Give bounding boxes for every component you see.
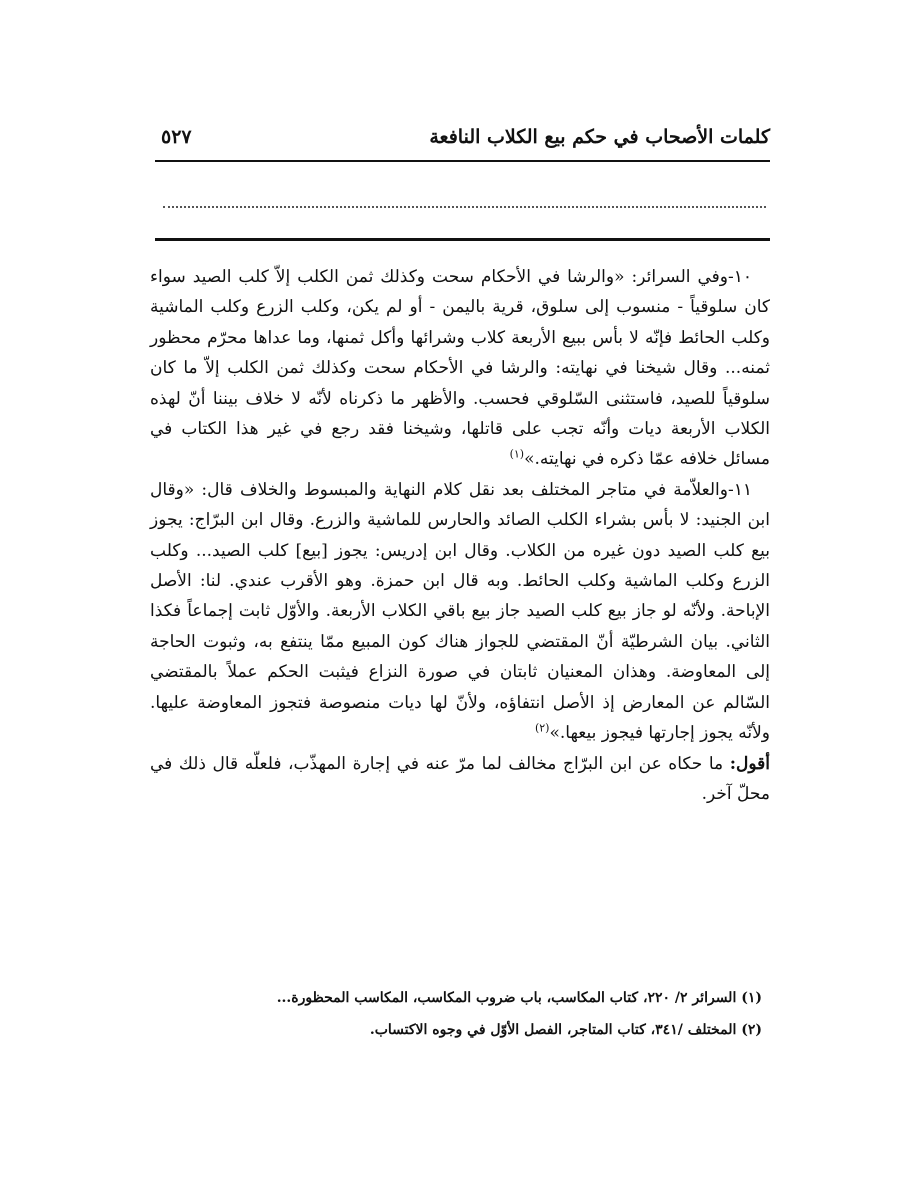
page-header <box>155 126 770 162</box>
paragraph-text: ١٠-وفي السرائر: «والرشا في الأحكام سحت وكذلك ثمن الكلب إلاّ كلب الصيد سواء كان سلوقياً - منسوب إلى سلوق، قرية باليمن - أو لم يكن، وكلب الزرع وكلب الماشية وكلب الحائط فإنّه لا بأس ببيع الأربعة كلاب وشرائها وأكل ثمنها، وما عداها محرّم محظور ثمنه... وقال شيخنا في نهايته: والرشا في الأحكام سحت وكذلك ثمن الكلب إلاّ ما كان سلوقياً للصيد، فاستثنى السّلوقي فحسب. والأظهر ما ذكرناه لأنّه لا خلاف بيننا أنّ لهذه الكلاب الأربعة ديات وأنّه تجب على قاتلها، وشيخنا فقد رجع في غير هذا الكتاب في مسائل خلافه عمّا ذكره في نهايته.» <box>150 267 770 470</box>
paragraph-11 <box>150 475 770 749</box>
paragraph-text: ١١-والعلاّمة في متاجر المختلف بعد نقل كلام النهاية والمبسوط والخلاف قال: «وقال ابن الجنيد: لا بأس بشراء الكلب الصائد والحارس للماشية والزرع. وقال ابن البرّاج: يجوز بيع كلب الصيد دون غيره من الكلاب. وقال ابن إدريس: يجوز [بيع] كلب الصيد... وكلب الزرع وكلب الماشية وكلب الحائط. وبه قال ابن حمزة. وهو الأقرب عندي. لنا: الأصل الإباحة. ولأنّه لو جاز بيع كلب الصيد جاز بيع باقي الكلاب الأربعة. والأوّل ثابت إجماعاً فكذا الثاني. بيان الشرطيّة أنّ المقتضي للجواز هناك كون المبيع ممّا ينتفع به، وثبوت الحاجة إلى المعاوضة. وهذان المعنيان ثابتان في صورة النزاع فيثبت الحكم عملاً بالمقتضي السّالم عن المعارض إذ الأصل انتفاؤه، ولأنّ لها ديات منصوصة فتجوز المعاوضة عليها. ولأنّه يجوز إجارتها فيجوز بيعها.» <box>150 479 770 744</box>
body-top-rule <box>155 238 770 241</box>
paragraph-text: ما حكاه عن ابن البرّاج مخالف لما مرّ عنه في إجارة المهذّب، فلعلّه قال ذلك في محلّ آخر. <box>150 753 770 804</box>
footnote-1: (١) السرائر ٢/ ٢٢٠، كتاب المكاسب، باب ضروب المكاسب، المكاسب المحظورة... <box>276 990 762 1006</box>
paragraph-lead: أقول: <box>729 753 770 774</box>
footnotes <box>150 982 770 1046</box>
paragraph-10 <box>150 262 770 475</box>
page-number: ٥٢٧ <box>161 126 192 148</box>
running-title: كلمات الأصحاب في حكم بيع الكلاب النافعة <box>429 126 770 148</box>
footnote-2: (٢) المختلف /٣٤١، كتاب المتاجر، الفصل الأوّل في وجوه الاكتساب. <box>369 1022 762 1038</box>
footnote-ref: (٢) <box>534 721 550 735</box>
header-rule <box>155 160 770 162</box>
dotted-separator <box>163 206 766 208</box>
body-text <box>150 262 770 809</box>
paragraph-comment <box>150 749 770 810</box>
footnote-ref: (١) <box>509 447 525 461</box>
